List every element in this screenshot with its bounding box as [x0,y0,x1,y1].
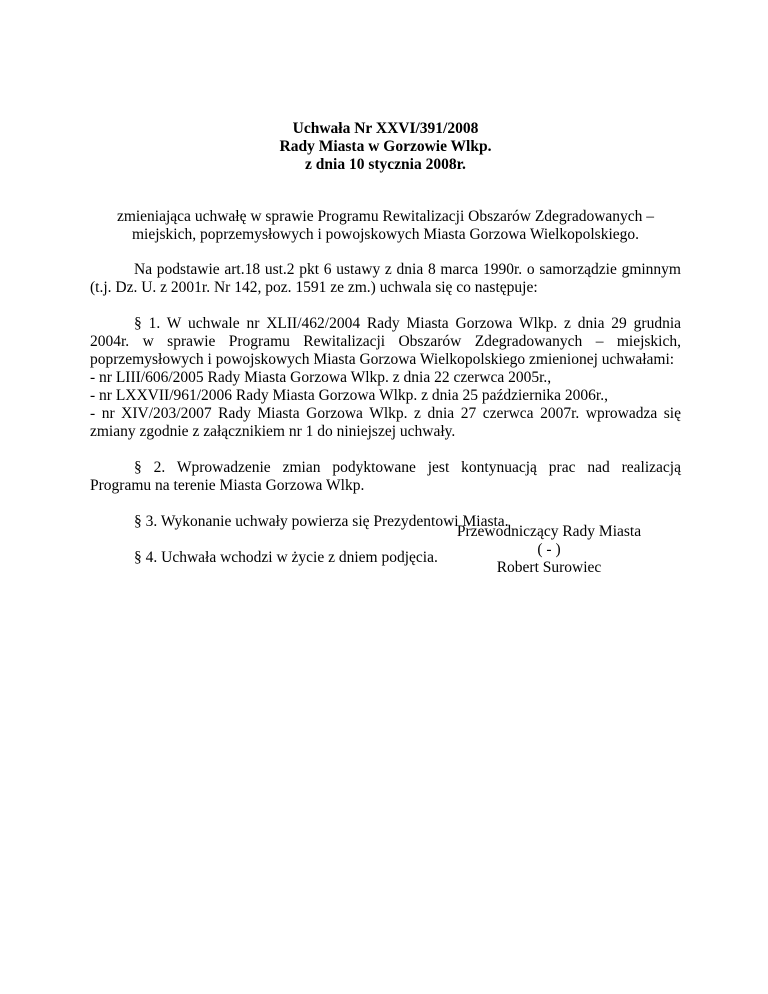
section-3: § 3. Wykonanie uchwały powierza się Prezydentowi Miasta. [134,513,509,530]
legal-basis [90,261,681,297]
subject-line-2: miejskich, poprzemysłowych i powojskowych Miasta Gorzowa Wielkopolskiego. [131,226,640,243]
resolution-header [90,120,681,174]
section-1-line-1: § 1. W uchwale nr XLII/462/2004 Rady Miasta Gorzowa Wlkp. z dnia 29 grudnia [134,315,681,332]
section-1-line-4: - nr LIII/606/2005 Rady Miasta Gorzowa Wlkp. z dnia 22 czerwca 2005r., [90,369,552,386]
signature-block [456,523,642,577]
signatory-name: Robert Surowiec [496,559,602,576]
resolution-date: z dnia 10 stycznia 2008r. [305,156,466,173]
section-1-line-6: - nr XIV/203/2007 Rady Miasta Gorzowa Wlkp. z dnia 27 czerwca 2007r. wprowadza się [90,405,681,422]
section-4: § 4. Uchwała wchodzi w życie z dniem podjęcia. [134,549,438,566]
subject-line-1: zmieniająca uchwałę w sprawie Programu Rewitalizacji Obszarów Zdegradowanych – [116,208,655,225]
section-1-line-5: - nr LXXVII/961/2006 Rady Miasta Gorzowa Wlkp. z dnia 25 października 2006r., [90,387,608,404]
section-2 [90,459,681,495]
section-1-line-2: 2004r. w sprawie Programu Rewitalizacji Obszarów Zdegradowanych – miejskich, [90,333,681,350]
document-page [90,120,681,567]
section-2-line-1: § 2. Wprowadzenie zmian podyktowane jest kontynuacją prac nad realizacją [134,459,681,476]
resolution-subject [90,208,681,244]
section-1-line-7: zmiany zgodnie z załącznikiem nr 1 do niniejszej uchwały. [90,423,456,440]
resolution-number: Uchwała Nr XXVI/391/2008 [292,120,479,137]
section-1-line-3: poprzemysłowych i powojskowych Miasta Gorzowa Wielkopolskiego zmienionej uchwałami: [90,351,675,368]
section-2-line-2: Programu na terenie Miasta Gorzowa Wlkp. [90,477,365,494]
section-1 [90,315,681,441]
council-name: Rady Miasta w Gorzowie Wlkp. [279,138,492,155]
signatory-title: Przewodniczący Rady Miasta [456,523,642,540]
signature-mark: ( - ) [537,541,561,558]
legal-basis-line-1: Na podstawie art.18 ust.2 pkt 6 ustawy z dnia 8 marca 1990r. o samorządzie gminnym [134,261,681,278]
legal-basis-line-2: (t.j. Dz. U. z 2001r. Nr 142, poz. 1591 ze zm.) uchwala się co następuje: [90,279,538,296]
